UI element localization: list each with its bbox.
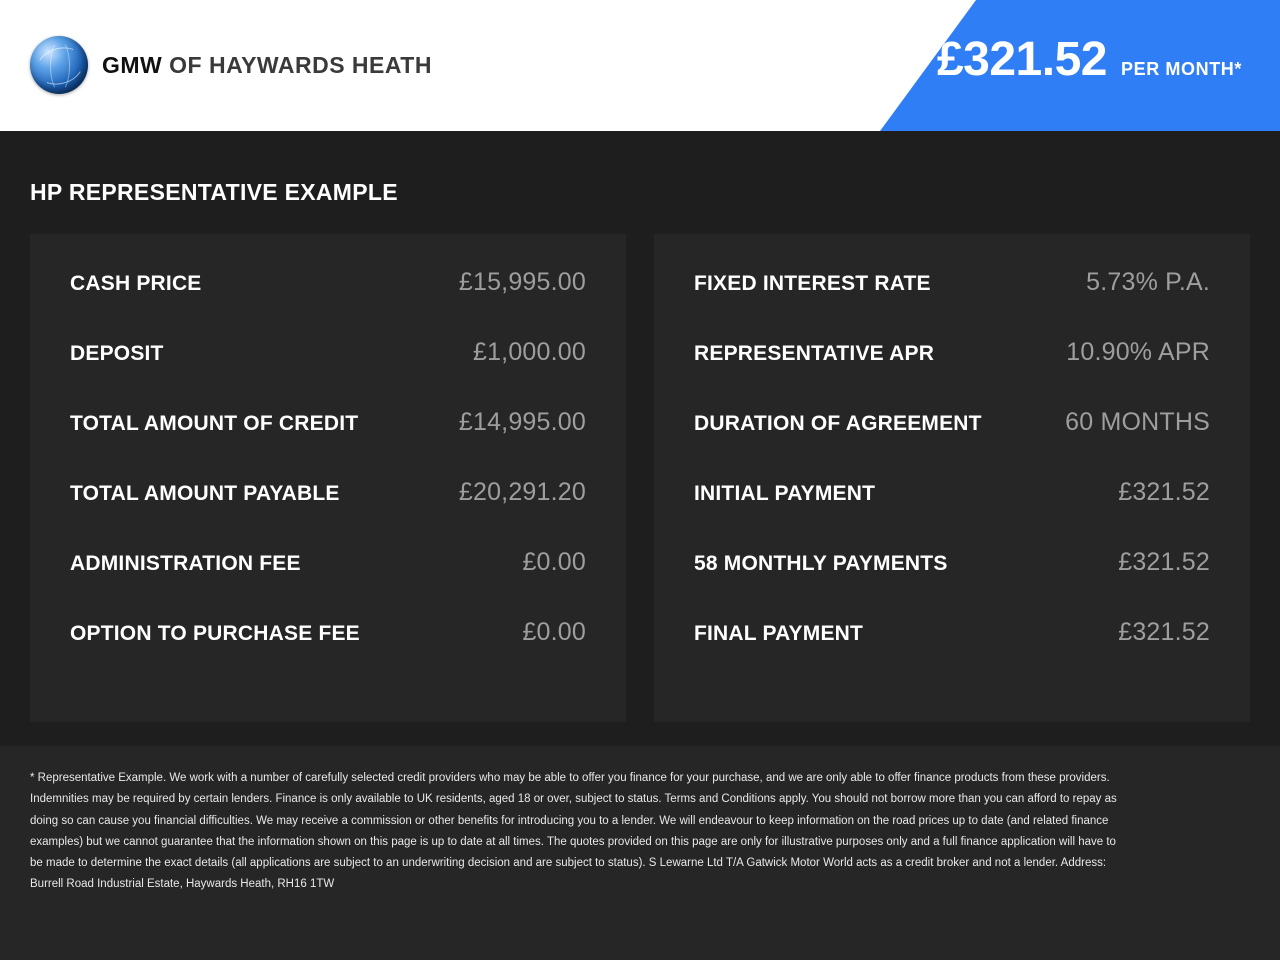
row-value: £321.52 xyxy=(1118,618,1210,646)
row-value: 5.73% P.A. xyxy=(1086,268,1210,296)
row-label: FINAL PAYMENT xyxy=(694,622,864,645)
globe-icon xyxy=(30,36,88,94)
main-content xyxy=(0,131,1280,746)
row-label: INITIAL PAYMENT xyxy=(694,482,876,505)
row-value: £1,000.00 xyxy=(472,338,586,366)
row-label: FIXED INTEREST RATE xyxy=(694,272,931,295)
finance-panels xyxy=(0,206,1280,722)
dealer-brand[interactable] xyxy=(30,36,432,94)
price-period: PER MONTH* xyxy=(1120,59,1242,79)
table-row xyxy=(694,618,1210,688)
table-row xyxy=(70,548,586,618)
monthly-price xyxy=(936,33,1242,86)
table-row xyxy=(694,548,1210,618)
finance-panel-right xyxy=(654,234,1250,722)
table-row xyxy=(70,408,586,478)
row-value: £321.52 xyxy=(1118,478,1210,506)
row-label: CASH PRICE xyxy=(70,272,202,295)
row-value: £20,291.20 xyxy=(458,478,586,506)
page-title: HP REPRESENTATIVE EXAMPLE xyxy=(30,179,398,205)
table-row xyxy=(694,478,1210,548)
page-header xyxy=(0,0,1280,131)
row-label: REPRESENTATIVE APR xyxy=(694,342,935,365)
table-row xyxy=(694,338,1210,408)
row-label: 58 MONTHLY PAYMENTS xyxy=(694,552,948,575)
table-row xyxy=(70,268,586,338)
row-value: £321.52 xyxy=(1118,548,1210,576)
dealer-name-bold: GMW xyxy=(102,51,163,78)
row-value: £15,995.00 xyxy=(458,268,586,296)
table-row xyxy=(694,268,1210,338)
table-row xyxy=(70,618,586,688)
row-label: DURATION OF AGREEMENT xyxy=(694,412,982,435)
row-label: ADMINISTRATION FEE xyxy=(70,552,301,575)
table-row xyxy=(70,478,586,548)
row-value: £0.00 xyxy=(522,618,586,646)
row-label: OPTION TO PURCHASE FEE xyxy=(70,622,360,645)
row-label: DEPOSIT xyxy=(70,342,164,365)
row-label: TOTAL AMOUNT PAYABLE xyxy=(70,482,340,505)
row-value: £14,995.00 xyxy=(458,408,586,436)
row-value: 60 MONTHS xyxy=(1065,408,1210,436)
disclaimer-text: * Representative Example. We work with a number of carefully selected credit providers who may be able to offer you finance for your purchase, and we are only able to offer finance products from these providers. Indemnities may be required by certain lenders. Finance is only available to UK residents, aged 18 or over, subject to status. Terms and Conditions apply. You should not borrow more than you can afford to repay as doing so can cause you financial difficulties. We may receive a commission or other benefits for introducing you to a lender. We will endeavour to keep information on the road prices up to date (and related finance examples) but we cannot guarantee that the information shown on this page is up to date at all times. The quotes provided on this page are only for illustrative purposes only and a full finance application will have to be made to determine the exact details (all applications are subject to an underwriting decision and are subject to status). S Lewarne Ltd T/A Gatwick Motor World acts as a credit broker and not a lender. Address: Burrell Road Industrial Estate, Haywards Heath, RH16 1TW xyxy=(30,772,1117,891)
finance-panel-left xyxy=(30,234,626,722)
row-value: £0.00 xyxy=(522,548,586,576)
disclaimer-footer xyxy=(0,746,1280,960)
table-row xyxy=(694,408,1210,478)
row-value: 10.90% APR xyxy=(1066,338,1210,366)
dealer-name xyxy=(102,52,432,79)
table-row xyxy=(70,338,586,408)
dealer-name-rest: OF HAYWARDS HEATH xyxy=(162,51,432,78)
price-amount: £321.52 xyxy=(936,33,1107,86)
row-label: TOTAL AMOUNT OF CREDIT xyxy=(70,412,359,435)
